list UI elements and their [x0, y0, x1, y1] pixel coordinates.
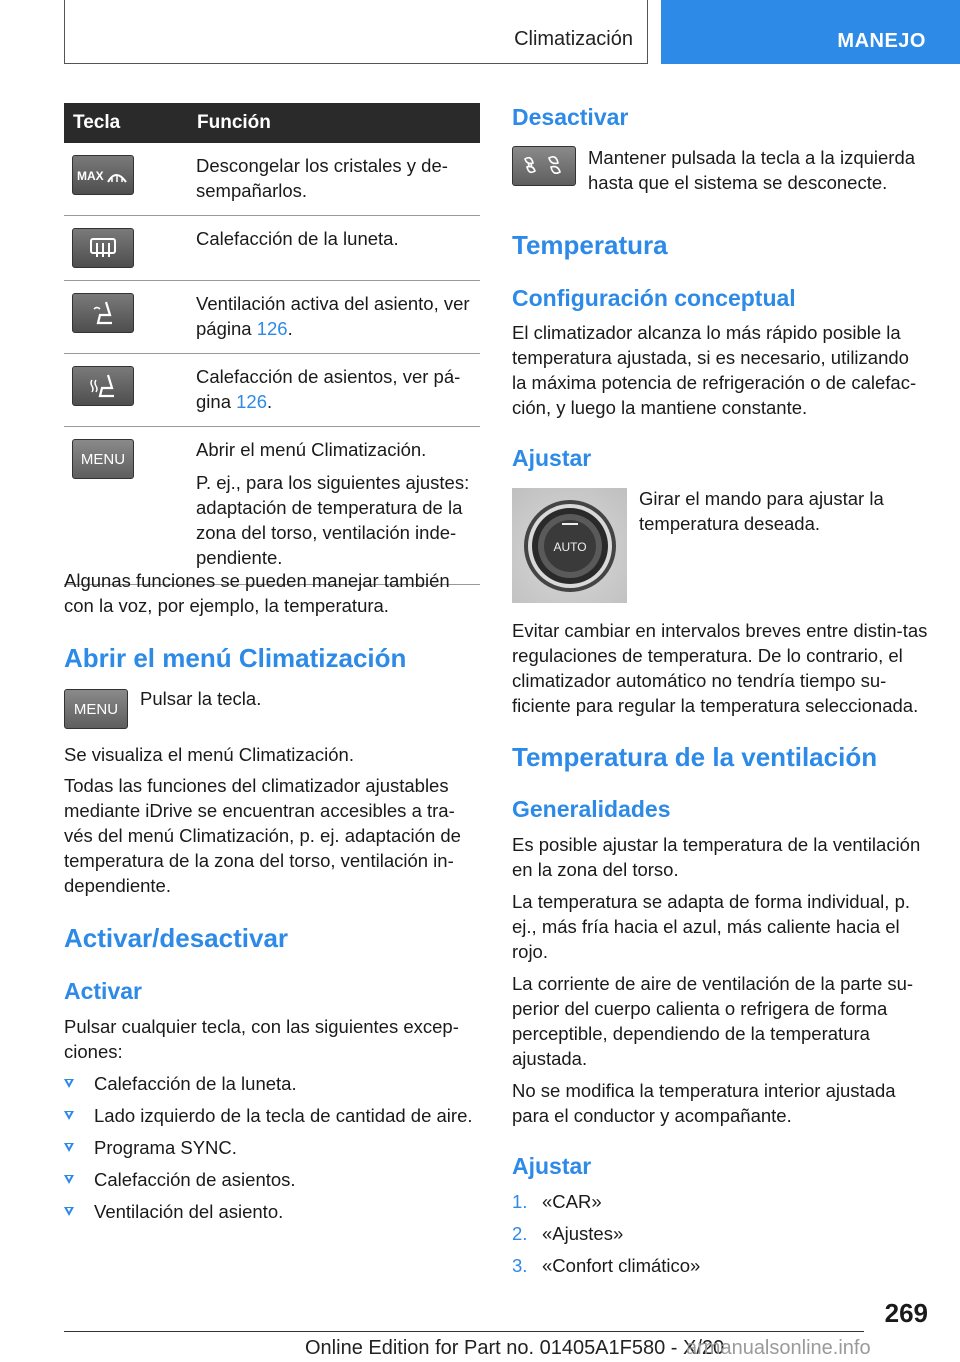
- heading-concept: Configuración conceptual: [512, 285, 796, 311]
- row-text: Calefacción de la luneta.: [196, 228, 399, 249]
- footer-edition: Online Edition for Part no. 01405A1F580 - X/20: [305, 1337, 725, 1359]
- heading-vent-temperature: Temperatura de la ventilación: [512, 742, 878, 772]
- heading-on-off: Activar/desactivar: [64, 923, 289, 953]
- row-text: Descongelar los cristales y de-sempañarlos.: [196, 155, 448, 201]
- heading-adjust: Ajustar: [512, 445, 592, 471]
- heading-general: Generalidades: [512, 796, 671, 822]
- row-text-detail: P. ej., para los siguientes ajustes: adaptación de temperatura de la zona del torso, ventilación inde-pendiente.: [196, 472, 470, 568]
- heading-open-menu: Abrir el menú Climatización: [64, 643, 407, 673]
- page-header: [0, 0, 960, 66]
- intro-paragraph: Algunas funciones se pueden manejar también con la voz, por ejemplo, la temperatura.: [64, 570, 450, 616]
- page-number: 269: [884, 1298, 928, 1328]
- max-defrost-icon: [72, 155, 134, 195]
- col-header-function: Función: [192, 103, 480, 143]
- menu-press-text: Pulsar la tecla.: [140, 688, 262, 709]
- general-paragraph-2: La temperatura se adapta de forma individual, p. ej., más fría hacia el azul, más caliente hacia el rojo.: [512, 891, 910, 962]
- table-row: Ventilación activa del asiento, ver página 126.: [64, 281, 480, 354]
- section-header-box: [64, 0, 648, 64]
- general-paragraph-4: No se modifica la temperatura interior ajustada para el conductor y acompañante.: [512, 1080, 896, 1126]
- deactivate-paragraph: Mantener pulsada la tecla a la izquierda hasta que el sistema se desconecte.: [588, 147, 916, 193]
- general-paragraph-1: Es posible ajustar la temperatura de la ventilación en la zona del torso.: [512, 834, 921, 880]
- col-header-key: Tecla: [64, 103, 192, 143]
- heading-adjust-2: Ajustar: [512, 1153, 592, 1179]
- concept-paragraph: El climatizador alcanza lo más rápido posible la temperatura ajustada, si es necesario, utilizando la máxima potencia de refrigeración o de calefac-ción, y luego la mantiene constante.: [512, 322, 917, 418]
- svg-text:MAX: MAX: [77, 169, 104, 183]
- temperature-knob-image: [512, 488, 627, 603]
- chapter-tab-label: MANEJO: [837, 30, 926, 52]
- menu-key-icon: MENU: [64, 689, 128, 729]
- page-link[interactable]: 126: [256, 318, 288, 339]
- row-text: Calefacción de asientos, ver pá-gina: [196, 366, 461, 412]
- fan-off-icon: [512, 146, 576, 186]
- adjust-paragraph: Girar el mando para ajustar la temperatura deseada.: [639, 488, 884, 534]
- section-title: Climatización: [514, 28, 633, 50]
- menu-paragraph-2: Todas las funciones del climatizador ajustables mediante iDrive se encuentran accesibles a tra-vés del menú Climatización, p. ej. adaptación de temperatura de la zona del torso, ventilación in-dependiente.: [64, 775, 461, 896]
- seat-heating-icon: [72, 366, 134, 406]
- seat-ventilation-icon: [72, 293, 134, 333]
- row-text: Abrir el menú Climatización.: [196, 439, 427, 460]
- table-row: [64, 216, 480, 281]
- heading-deactivate: Desactivar: [512, 104, 629, 130]
- menu-key-icon: MENU: [72, 439, 134, 479]
- activate-paragraph: Pulsar cualquier tecla, con las siguientes excep-ciones:: [64, 1016, 459, 1062]
- heading-temperature: Temperatura: [512, 230, 668, 260]
- footer-divider: [64, 1331, 864, 1332]
- key-function-table: [64, 103, 480, 585]
- menu-paragraph-1: Se visualiza el menú Climatización.: [64, 744, 354, 765]
- table-row: [64, 427, 480, 585]
- general-paragraph-3: La corriente de aire de ventilación de la parte su-perior del cuerpo calienta o refrigera de forma perceptible, dependiendo de la temperatura ajustada.: [512, 973, 914, 1069]
- knob-label: AUTO: [553, 540, 587, 554]
- chapter-tab[interactable]: [661, 0, 960, 64]
- row-text: Ventilación activa del asiento, ver página: [196, 293, 470, 339]
- adjust-paragraph-2: Evitar cambiar en intervalos breves entre distin-tas regulaciones de temperatura. De lo contrario, el climatizador automático no tendría tiempo su-ficiente para regular la temperatura seleccionada.: [512, 620, 928, 716]
- table-row: Calefacción de asientos, ver pá-gina 126.: [64, 354, 480, 427]
- page-link[interactable]: 126: [236, 391, 267, 412]
- heading-activate: Activar: [64, 978, 142, 1004]
- footer-watermark: armanualsonline.info: [686, 1337, 871, 1359]
- rear-window-heat-icon: [72, 228, 134, 268]
- table-row: [64, 143, 480, 216]
- table-header-row: [64, 103, 480, 143]
